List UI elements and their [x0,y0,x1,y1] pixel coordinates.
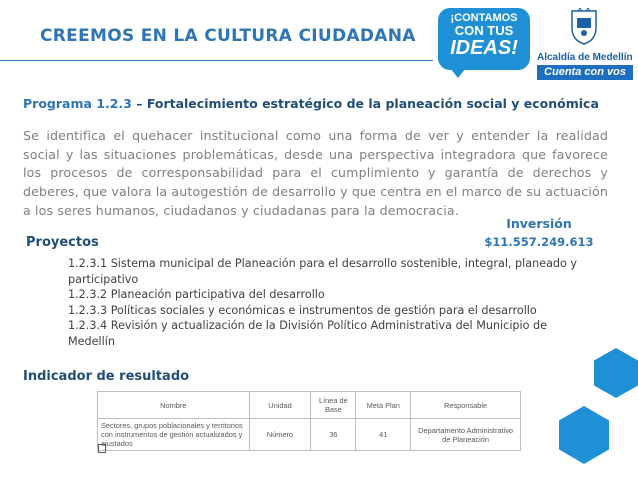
logo-line-1: ¡CONTAMOS [450,12,518,24]
programa-title [23,96,613,112]
cell-unidad: Número [249,419,311,451]
programa-code: Programa 1.2.3 [23,96,132,111]
contamos-logo [438,8,530,70]
programa-description: Se identifica el quehacer institucional como una forma de ver y entender la realidad social y las situaciones problemáticas, desde una perspectiva integradora que favorece los procesos de corresponsabilidad para el cumplimiento y garantía de derechos y deberes, que valora la autogestión de desarrollo y que centra en el marco de su actuación a los seres humanos, ciudadanos y ciudadanas para la democracia. [23,128,608,218]
proyectos-list [68,256,588,350]
cell-responsable: Departamento Administrativo de Planeación [411,419,521,451]
inversion-value: $11.557.249.613 [484,235,594,249]
cell-meta-plan: 41 [356,419,411,451]
cell-linea-base: 36 [311,419,356,451]
cell-nombre: Sectores, grupos poblacionales y territorios con instrumentos de gestión actualizados y ajustados [98,419,250,451]
indicador-table [97,391,521,451]
hexagon-decoration [594,348,638,398]
list-item: 1.2.3.1 Sistema municipal de Planeación para el desarrollo sostenible, integral, planeado y participativo [68,257,578,286]
page-title: CREEMOS EN LA CULTURA CIUDADANA [40,26,416,46]
list-item: 1.2.3.2 Planeación participativa del desarrollo [68,288,325,302]
header-divider [0,60,433,61]
list-item: 1.2.3.4 Revisión y actualización de la División Político Administrativa del Municipio de Medellín [68,319,548,348]
programa-name: – Fortalecimiento estratégico de la planeación social y económica [131,96,599,111]
proyectos-heading: Proyectos [26,235,99,250]
header [0,0,638,88]
logo-line-3: IDEAS! [450,37,518,59]
crest-icon [569,8,599,46]
col-nombre: Nombre [98,392,250,419]
col-responsable: Responsable [411,392,521,419]
inversion-label: Inversión [506,216,572,231]
indicador-heading: Indicador de resultado [23,369,190,384]
col-unidad: Unidad [249,392,311,419]
alcaldia-slogan: Cuenta con vos [537,65,633,80]
placeholder-glyph-icon [98,444,106,453]
col-meta-plan: Meta Plan [356,392,411,419]
list-item: 1.2.3.3 Políticas sociales y económicas e instrumentos de gestión para el desarrollo [68,303,537,317]
hexagon-decoration [559,406,609,464]
col-linea-base: Línea de Base [311,392,356,419]
table-header-row [98,392,521,419]
logo-line-2: CON TUS [454,23,514,38]
table-row [98,419,521,451]
alcaldia-name: Alcaldía de Medellín [537,52,633,63]
